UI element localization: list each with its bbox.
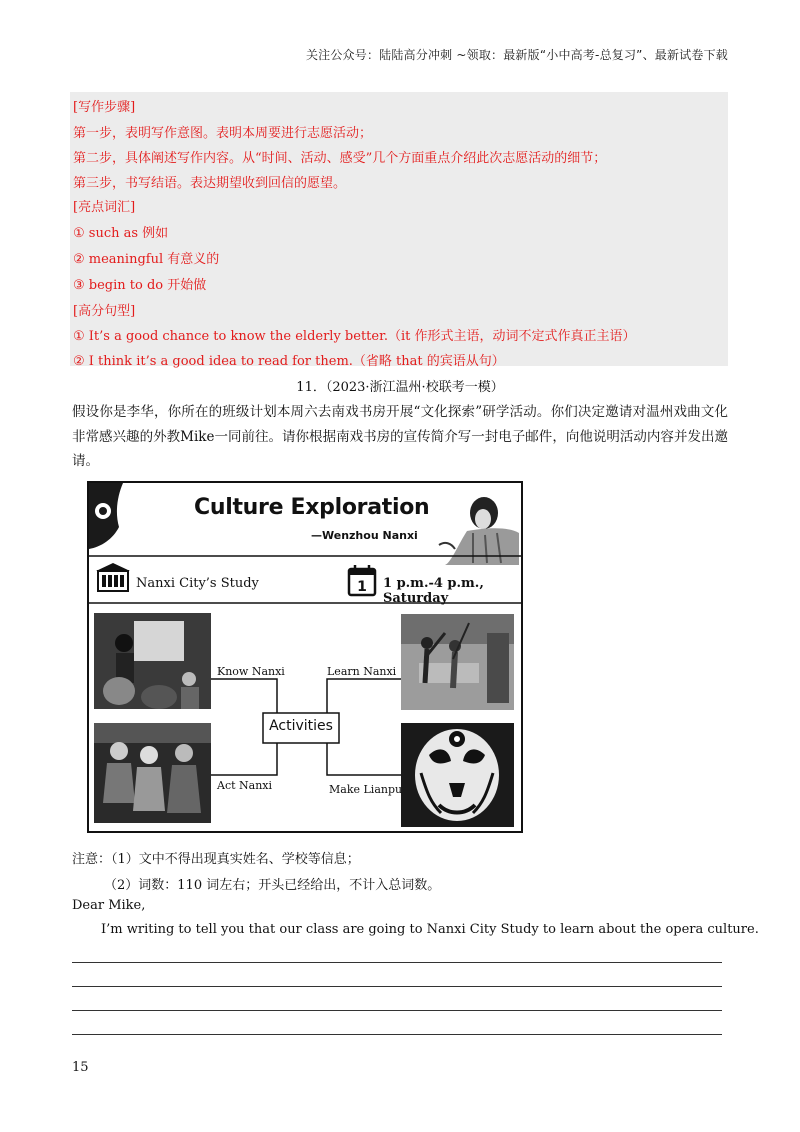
letter-greeting: Dear Mike, [72,898,146,913]
ink-decoration-icon [89,483,123,549]
section-heading: [写作步骤] [73,100,136,115]
vocab-line: ① such as 例如 [73,226,169,241]
letter-opening: I’m writing to tell you that our class are going to Nanxi City Study to learn about the opera culture. [101,922,759,937]
writing-line[interactable] [72,962,722,963]
vocab-line: ② meaningful 有意义的 [73,252,220,267]
question-title: 11．（2023·浙江温州·校联考一模） [296,380,504,395]
building-icon [96,563,130,591]
poster-place: Nanxi City’s Study [136,576,259,591]
branch-act-nanxi: Act Nanxi [217,779,273,792]
step-line: 第一步，表明写作意图。表明本周要进行志愿活动； [73,126,373,141]
activities-center-label: Activities [269,718,333,734]
writing-line[interactable] [72,986,722,987]
act-nanxi-photo [94,723,211,823]
poster-title: Culture Exploration [194,495,430,520]
answer-analysis-box [70,92,728,369]
vocab-line: ③ begin to do 开始做 [73,278,207,293]
learn-nanxi-photo [401,614,514,710]
writing-line[interactable] [72,1010,722,1011]
notes-line-1: 注意：（1）文中不得出现真实姓名、学校等信息； [72,852,360,867]
opera-figure-icon [439,497,519,565]
culture-exploration-poster [87,481,523,833]
sentence-line: ② I think it’s a good idea to read for them.（省略 that 的宾语从句） [73,354,505,369]
know-nanxi-photo [94,613,211,709]
sentence-line: ① It’s a good chance to know the elderly better.（it 作形式主语，动词不定式作真正主语） [73,329,636,344]
step-line: 第二步，具体阐述写作内容。从“时间、活动、感受”几个方面重点介绍此次志愿活动的细节； [73,151,607,166]
section-heading: [亮点词汇] [73,200,136,215]
notes-line-2: （2）词数：110 词左右；开头已经给出，不计入总词数。 [104,878,441,893]
branch-know-nanxi: Know Nanxi [217,665,285,678]
branch-learn-nanxi: Learn Nanxi [327,665,397,678]
svg-text:1: 1 [357,579,367,595]
writing-line[interactable] [72,1034,722,1035]
page-header: 关注公众号：陆陆高分冲刺 ~领取：最新版“小中高考-总复习”、最新试卷下载 [305,48,728,62]
poster-subtitle: —Wenzhou Nanxi [311,529,418,542]
poster-time: 1 p.m.-4 p.m., Saturday [383,576,484,606]
section-heading: [高分句型] [73,304,136,319]
question-prompt: 假设你是李华，你所在的班级计划本周六去南戏书房开展“文化探索”研学活动。你们决定邀请对温州戏曲文化非常感兴趣的外教Mike一同前往。请你根据南戏书房的宣传简介写一封电子邮件，向他说明活动内容并发出邀请。 [72,404,728,469]
calendar-icon [349,565,375,595]
page-number: 15 [72,1060,89,1075]
step-line: 第三步，书写结语。表达期望收到回信的愿望。 [73,176,347,191]
branch-make-lianpu: Make Lianpu [329,783,403,796]
lianpu-mask-photo [401,723,514,827]
